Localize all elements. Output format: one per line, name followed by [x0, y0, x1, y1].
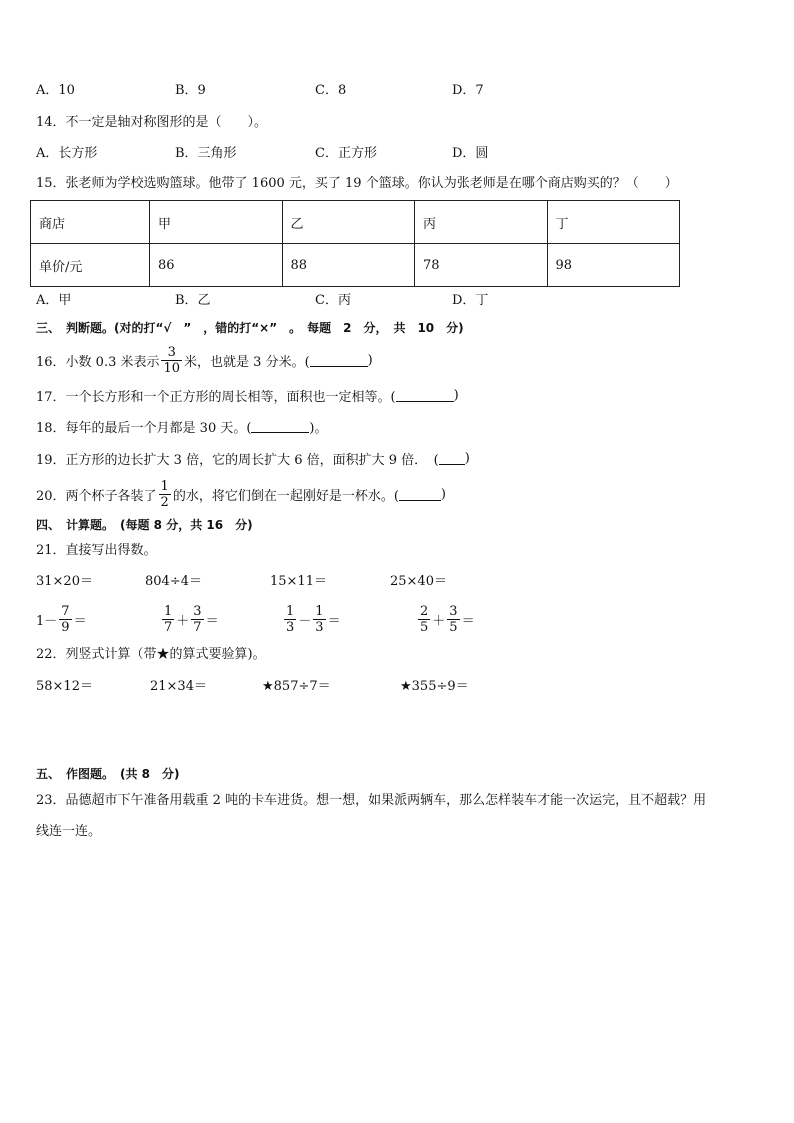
fraction-calc-1: [36, 598, 87, 640]
q20-text-before: 20．两个杯子各装了: [36, 488, 157, 504]
fraction-denominator: 9: [61, 619, 70, 635]
answer-blank[interactable]: [399, 488, 441, 501]
q23-line1: 23．品德超市下午准备用载重 2 吨的卡车进货。想一想，如果派两辆车，那么怎样装车才能一次运完，且不超载？用: [36, 793, 707, 808]
table-cell: 98: [547, 244, 680, 287]
q14-text: 14．不一定是轴对称图形的是（ ）。: [36, 115, 268, 130]
table-cell: 丁: [547, 201, 680, 244]
fraction-denominator: 3: [315, 619, 324, 635]
fraction-numerator: 3: [193, 603, 202, 619]
answer-blank[interactable]: [251, 420, 309, 433]
section5-title: 五、 作图题。 (共 8 分): [36, 767, 180, 781]
q16-text-after: 米，也就是 3 分米。(: [184, 354, 310, 370]
fraction-numerator: 1: [286, 603, 295, 619]
calc-item: ★857÷7＝: [262, 679, 331, 694]
q13-option-a: A．10: [36, 83, 75, 98]
table-cell: 商店: [31, 201, 150, 244]
fraction-denominator: 3: [286, 619, 295, 635]
fraction-numerator: 7: [61, 603, 70, 619]
q20: [36, 474, 446, 514]
q17-text: 17．一个长方形和一个正方形的周长相等，面积也一定相等。(: [36, 390, 396, 405]
q21-text: 21．直接写出得数。: [36, 543, 157, 558]
equals-sign: ＝: [327, 613, 341, 629]
fraction: [59, 604, 71, 635]
fraction-calc-2: [160, 598, 219, 640]
fraction-numerator: 3: [167, 344, 176, 360]
q15-option-d: D．丁: [452, 293, 489, 308]
q16: [36, 340, 373, 380]
fraction: [313, 604, 325, 635]
calc-item: 25×40＝: [390, 574, 447, 589]
operator: ＋: [176, 613, 190, 629]
fraction-calc-3: [282, 598, 341, 640]
q14-option-b: B．三角形: [175, 146, 237, 161]
fraction-denominator: 5: [449, 619, 458, 635]
q19-text: 19．正方形的边长扩大 3 倍，它的周长扩大 6 倍，面积扩大 9 倍． (: [36, 453, 439, 468]
fraction: [191, 604, 203, 635]
fraction-numerator: 2: [420, 603, 429, 619]
calc-item: 31×20＝: [36, 574, 93, 589]
section4-title: 四、 计算题。 (每题 8 分，共 16 分): [36, 518, 253, 532]
fraction-denominator: 7: [164, 619, 173, 635]
answer-blank[interactable]: [439, 452, 465, 465]
fraction: [447, 604, 459, 635]
fraction: [159, 479, 171, 510]
calc-item: 21×34＝: [150, 679, 207, 694]
operator: ＋: [432, 613, 446, 629]
q13-option-c: C．8: [315, 83, 347, 98]
table-cell: 丙: [415, 201, 548, 244]
q18-text: 18．每年的最后一个月都是 30 天。(: [36, 421, 252, 436]
q15-option-b: B．乙: [175, 293, 211, 308]
q20-text-after: 的水，将它们倒在一起刚好是一杯水。(: [172, 488, 399, 504]
q15-option-a: A．甲: [36, 293, 72, 308]
fraction-calc-4: [416, 598, 475, 640]
q15-option-c: C．丙: [315, 293, 351, 308]
fraction: [418, 604, 430, 635]
table-cell: 88: [282, 244, 415, 287]
q14-option-d: D．圆: [452, 146, 489, 161]
equals-sign: ＝: [461, 613, 475, 629]
section3-title: 三、 判断题。(对的打“√ ” ，错的打“×” 。 每题 2 分， 共 10 分): [36, 321, 464, 335]
calc-lead: 1－: [36, 613, 58, 629]
fraction: [161, 345, 182, 376]
table-cell: 乙: [282, 201, 415, 244]
fraction-numerator: 1: [160, 478, 169, 494]
q16-text-before: 16．小数 0.3 米表示: [36, 354, 160, 370]
calc-item: 15×11＝: [270, 574, 327, 589]
fraction-denominator: 5: [420, 619, 429, 635]
table-cell: 86: [150, 244, 283, 287]
q23-line2: 线连一连。: [36, 824, 102, 839]
q19: [36, 449, 470, 468]
q14-option-a: A．长方形: [36, 146, 98, 161]
fraction-numerator: 1: [164, 603, 173, 619]
fraction: [284, 604, 296, 635]
q19-close: ): [464, 451, 470, 466]
answer-blank[interactable]: [310, 354, 368, 367]
price-table-row: [31, 244, 680, 287]
fraction-numerator: 3: [449, 603, 458, 619]
equals-sign: ＝: [205, 613, 219, 629]
q15-text: 15．张老师为学校选购篮球。他带了 1600 元，买了 19 个篮球。你认为张老师是在哪个商店购买的？（ ）: [36, 176, 678, 191]
calc-item: 58×12＝: [36, 679, 93, 694]
q14-option-c: C．正方形: [315, 146, 377, 161]
operator: －: [298, 613, 312, 629]
price-table: [30, 200, 680, 287]
q22-text: 22．列竖式计算（带★的算式要验算)。: [36, 647, 266, 662]
fraction-denominator: 10: [163, 360, 181, 376]
q20-close: ): [440, 486, 446, 502]
table-cell: 甲: [150, 201, 283, 244]
q13-option-b: B．9: [175, 83, 206, 98]
q18-close: )。: [309, 421, 328, 436]
q16-close: ): [367, 352, 373, 368]
fraction-denominator: 2: [160, 494, 169, 510]
q13-option-d: D．7: [452, 83, 484, 98]
fraction-denominator: 7: [193, 619, 202, 635]
price-table-header-row: [31, 201, 680, 244]
equals-sign: ＝: [73, 613, 87, 629]
fraction: [162, 604, 174, 635]
answer-blank[interactable]: [396, 389, 454, 402]
fraction-numerator: 1: [315, 603, 324, 619]
q18: [36, 417, 328, 436]
q17: [36, 386, 459, 405]
calc-item: ★355÷9＝: [400, 679, 469, 694]
table-cell: 单价/元: [31, 244, 150, 287]
table-cell: 78: [415, 244, 548, 287]
calc-item: 804÷4＝: [145, 574, 202, 589]
q17-close: ): [453, 388, 459, 403]
